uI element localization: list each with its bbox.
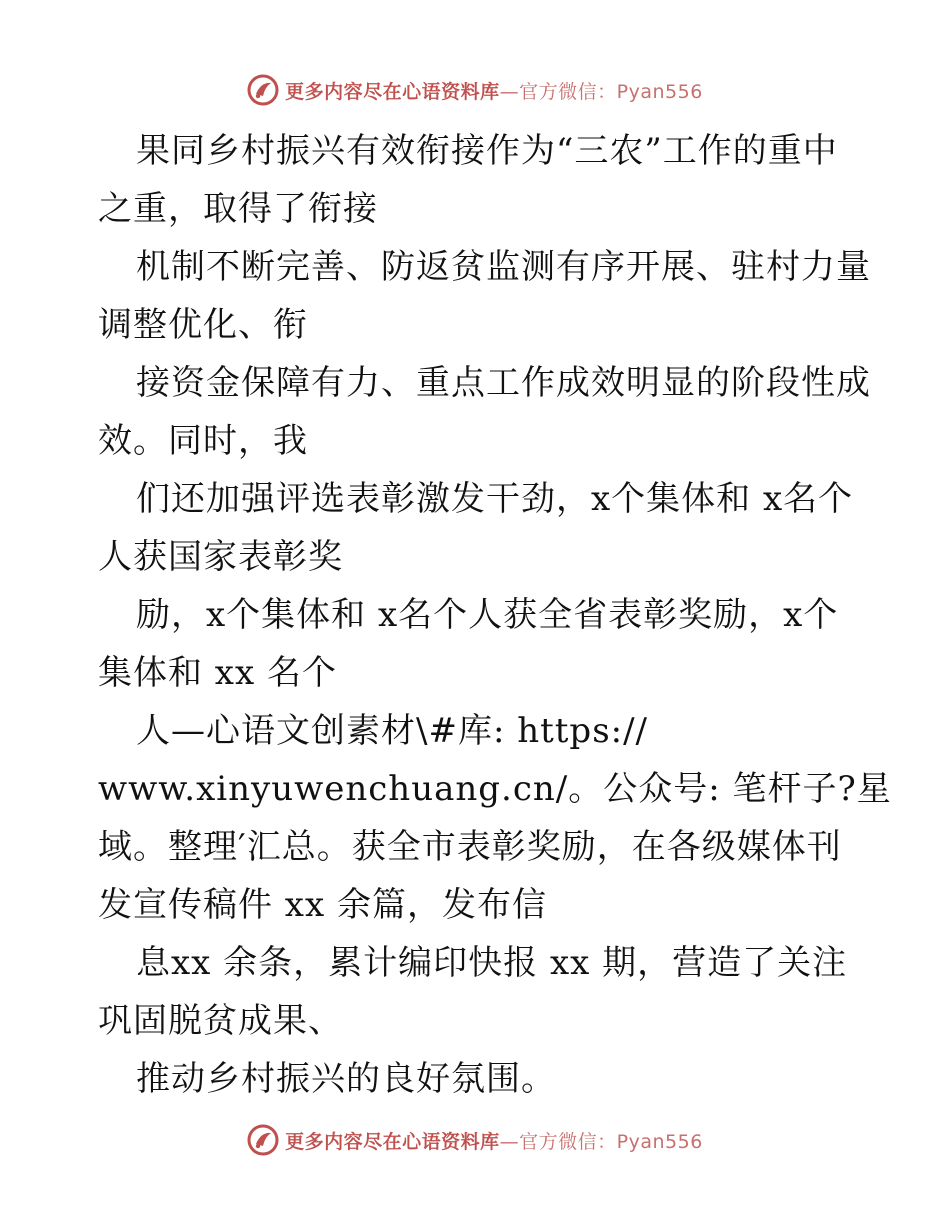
paragraph-line: 巩固脱贫成果、 xyxy=(98,1001,343,1041)
footer-banner-content xyxy=(247,1124,703,1156)
paragraph-line: 调整优化、衔 xyxy=(98,305,308,345)
header-banner-content xyxy=(247,74,703,106)
paragraph-line: 机制不断完善、防返贫监测有序开展、驻村力量 xyxy=(136,247,871,287)
footer-banner-text xyxy=(285,1127,703,1154)
paragraph-line: 息xx 余条，累计编印快报 xx 期，营造了关注 xyxy=(136,943,848,983)
paragraph-line: 人获国家表彰奖 xyxy=(98,537,343,577)
document-body xyxy=(98,122,892,1108)
paragraph-line: 果同乡村振兴有效衔接作为“三农”工作的重中 xyxy=(136,131,838,171)
header-banner-text xyxy=(285,77,703,104)
paragraph-line: 集体和 xx 名个 xyxy=(98,653,337,693)
header-banner xyxy=(0,70,950,110)
paragraph-line: 人—心语文创素材\#库: https:// xyxy=(136,711,649,751)
paragraph-line: 效。同时，我 xyxy=(98,421,308,461)
header-banner-sub: 官方微信：Pyan556 xyxy=(519,80,703,103)
header-banner-dash: — xyxy=(499,80,520,103)
paragraph-line: 励，x个集体和 x名个人获全省表彰奖励，x个 xyxy=(136,595,839,635)
paragraph-line: 们还加强评选表彰激发干劲，x个集体和 x名个 xyxy=(136,479,854,519)
paragraph-line: 域。整理′汇总。获全市表彰奖励，在各级媒体刊 xyxy=(98,827,842,867)
paragraph-line: 接资金保障有力、重点工作成效明显的阶段性成 xyxy=(136,363,871,403)
footer-banner-dash: — xyxy=(499,1130,520,1153)
footer-banner xyxy=(0,1120,950,1160)
paragraph-line: www.xinyuwenchuang.cn/。公众号: 笔杆子?星 xyxy=(98,769,892,809)
paragraph-line: 发宣传稿件 xx 余篇，发布信 xyxy=(98,885,547,925)
brand-logo-icon xyxy=(247,74,279,106)
footer-banner-main: 更多内容尽在心语资料库 xyxy=(285,1130,500,1153)
brand-logo-icon xyxy=(247,1124,279,1156)
footer-banner-sub: 官方微信：Pyan556 xyxy=(519,1130,703,1153)
paragraph-line: 推动乡村振兴的良好氛围。 xyxy=(136,1059,556,1099)
header-banner-main: 更多内容尽在心语资料库 xyxy=(285,80,500,103)
paragraph-line: 之重，取得了衔接 xyxy=(98,189,378,229)
